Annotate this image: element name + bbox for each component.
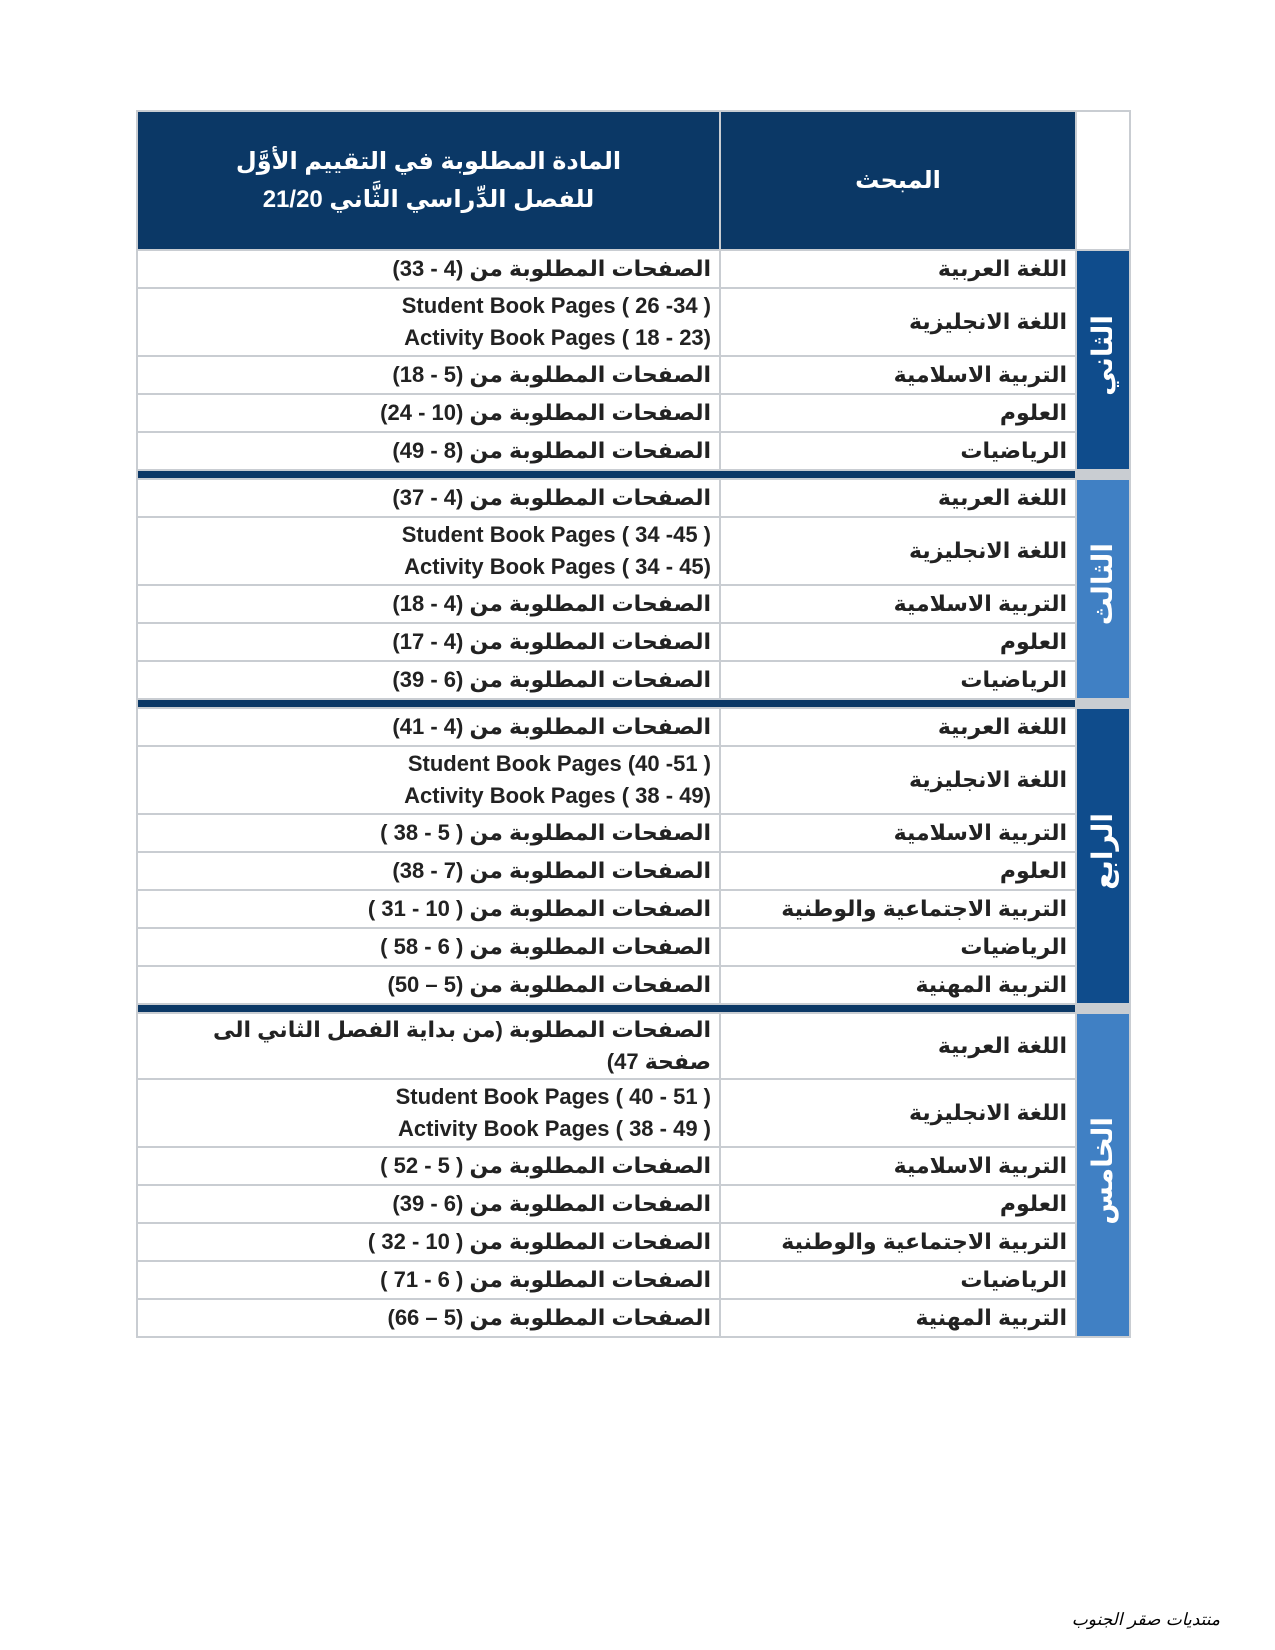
content-line: Student Book Pages ( 40 - 51 ): [395, 1084, 711, 1109]
content-line: الصفحات المطلوبة (من بداية الفصل الثاني الى صفحة 47): [213, 1017, 711, 1074]
grade-cell: [1076, 708, 1130, 1004]
content-cell: [137, 1147, 720, 1185]
content-cell: [137, 852, 720, 890]
group-separator: [137, 1004, 1130, 1013]
content-cell: [137, 1223, 720, 1261]
content-cell: [137, 623, 720, 661]
content-line: Student Book Pages ( 26 -34 ): [401, 293, 711, 318]
content-cell: [137, 1261, 720, 1299]
subject-cell: التربية المهنية: [720, 966, 1076, 1004]
content-cell: [137, 1299, 720, 1337]
content-line: الصفحات المطلوبة من (8 - 49): [392, 438, 711, 463]
content-header: [137, 111, 720, 250]
subject-cell: اللغة العربية: [720, 708, 1076, 746]
table-row: [137, 746, 1130, 814]
subject-cell: التربية الاسلامية: [720, 585, 1076, 623]
table-row: [137, 479, 1130, 517]
subject-cell: اللغة الانجليزية: [720, 1079, 1076, 1147]
content-cell: [137, 250, 720, 288]
subject-cell: العلوم: [720, 852, 1076, 890]
subject-header: المبحث: [720, 111, 1076, 250]
content-cell: [137, 432, 720, 470]
table-row: [137, 708, 1130, 746]
table-row: [137, 1261, 1130, 1299]
table-row: [137, 356, 1130, 394]
content-line: الصفحات المطلوبة من ( 5 - 38 ): [380, 820, 711, 845]
subject-cell: التربية الاسلامية: [720, 814, 1076, 852]
content-line: الصفحات المطلوبة من (6 - 39): [392, 1191, 711, 1216]
table-row: [137, 585, 1130, 623]
content-line: Activity Book Pages ( 38 - 49 ): [398, 1116, 711, 1141]
content-line: الصفحات المطلوبة من ( 10 - 32 ): [367, 1229, 711, 1254]
table-header: [137, 111, 1130, 250]
content-cell: [137, 394, 720, 432]
content-cell: [137, 814, 720, 852]
content-header-line2: للفصل الدِّراسي الثَّاني 21/20: [262, 185, 595, 213]
grade-label: الخامس: [1087, 1116, 1118, 1225]
content-cell: [137, 966, 720, 1004]
subject-cell: اللغة الانجليزية: [720, 288, 1076, 356]
table-row: [137, 1299, 1130, 1337]
table-row: [137, 1223, 1130, 1261]
subject-cell: العلوم: [720, 394, 1076, 432]
group-separator: [137, 470, 1130, 479]
table-row: [137, 661, 1130, 699]
grade-cell: [1076, 479, 1130, 699]
separator-grade-cell: [1076, 470, 1130, 479]
content-line: الصفحات المطلوبة من ( 5 - 52 ): [380, 1153, 711, 1178]
curriculum-table: [136, 110, 1131, 1338]
subject-cell: العلوم: [720, 623, 1076, 661]
content-line: Student Book Pages ( 34 -45 ): [401, 522, 711, 547]
content-line: الصفحات المطلوبة من (4 - 33): [392, 256, 711, 281]
content-cell: [137, 708, 720, 746]
content-cell: [137, 661, 720, 699]
table-row: [137, 288, 1130, 356]
grade-cell: [1076, 1013, 1130, 1337]
subject-cell: اللغة العربية: [720, 250, 1076, 288]
grade-header-blank: [1076, 111, 1130, 250]
subject-cell: التربية الاجتماعية والوطنية: [720, 1223, 1076, 1261]
content-cell: [137, 356, 720, 394]
table-row: [137, 890, 1130, 928]
content-line: الصفحات المطلوبة من ( 6 - 71 ): [380, 1267, 711, 1292]
subject-cell: الرياضيات: [720, 1261, 1076, 1299]
subject-cell: اللغة الانجليزية: [720, 517, 1076, 585]
grade-label: الثالث: [1087, 543, 1118, 626]
content-line: الصفحات المطلوبة من (6 - 39): [392, 667, 711, 692]
table-row: [137, 394, 1130, 432]
table-row: [137, 1147, 1130, 1185]
content-cell: [137, 288, 720, 356]
table-row: [137, 928, 1130, 966]
table-row: [137, 814, 1130, 852]
table-row: [137, 966, 1130, 1004]
content-line: الصفحات المطلوبة من (5 – 66): [387, 1305, 711, 1330]
content-header-line1: المادة المطلوبة في التقييم الأوَّل: [235, 147, 622, 175]
separator-grade-cell: [1076, 1004, 1130, 1013]
content-line: الصفحات المطلوبة من (4 - 37): [392, 485, 711, 510]
content-cell: [137, 746, 720, 814]
content-cell: [137, 479, 720, 517]
content-line: الصفحات المطلوبة من (4 - 41): [392, 714, 711, 739]
content-cell: [137, 517, 720, 585]
table-row: [137, 432, 1130, 470]
table-row: [137, 1013, 1130, 1079]
separator-bar: [137, 1004, 1076, 1013]
content-cell: [137, 585, 720, 623]
footer-watermark: منتديات صقر الجنوب: [1071, 1610, 1220, 1630]
content-cell: [137, 1185, 720, 1223]
content-line: Activity Book Pages ( 18 - 23): [404, 325, 711, 350]
subject-cell: التربية الاسلامية: [720, 356, 1076, 394]
content-line: الصفحات المطلوبة من (4 - 17): [392, 629, 711, 654]
content-line: الصفحات المطلوبة من (5 – 50): [387, 972, 711, 997]
content-line: الصفحات المطلوبة من (5 - 18): [392, 362, 711, 387]
subject-cell: الرياضيات: [720, 432, 1076, 470]
subject-cell: اللغة العربية: [720, 1013, 1076, 1079]
grade-label: الثاني: [1087, 315, 1118, 396]
table-row: [137, 1079, 1130, 1147]
content-line: الصفحات المطلوبة من (4 - 18): [392, 591, 711, 616]
grade-cell: [1076, 250, 1130, 470]
content-line: الصفحات المطلوبة من (10 - 24): [380, 400, 711, 425]
group-separator: [137, 699, 1130, 708]
content-line: Student Book Pages (40 -51 ): [407, 751, 711, 776]
table-row: [137, 1185, 1130, 1223]
subject-cell: الرياضيات: [720, 928, 1076, 966]
content-line: الصفحات المطلوبة من ( 6 - 58 ): [380, 934, 711, 959]
subject-cell: اللغة الانجليزية: [720, 746, 1076, 814]
content-line: الصفحات المطلوبة من (7 - 38): [392, 858, 711, 883]
content-cell: [137, 890, 720, 928]
table-row: [137, 250, 1130, 288]
content-cell: [137, 1079, 720, 1147]
subject-cell: اللغة العربية: [720, 479, 1076, 517]
table-row: [137, 517, 1130, 585]
separator-bar: [137, 699, 1076, 708]
subject-cell: التربية الاجتماعية والوطنية: [720, 890, 1076, 928]
content-line: الصفحات المطلوبة من ( 10 - 31 ): [367, 896, 711, 921]
grade-label: الرابع: [1087, 813, 1118, 890]
content-cell: [137, 1013, 720, 1079]
content-cell: [137, 928, 720, 966]
content-line: Activity Book Pages ( 38 - 49): [404, 783, 711, 808]
subject-cell: التربية المهنية: [720, 1299, 1076, 1337]
content-line: Activity Book Pages ( 34 - 45): [404, 554, 711, 579]
table-row: [137, 623, 1130, 661]
table-row: [137, 852, 1130, 890]
subject-cell: الرياضيات: [720, 661, 1076, 699]
separator-grade-cell: [1076, 699, 1130, 708]
subject-cell: العلوم: [720, 1185, 1076, 1223]
separator-bar: [137, 470, 1076, 479]
subject-cell: التربية الاسلامية: [720, 1147, 1076, 1185]
